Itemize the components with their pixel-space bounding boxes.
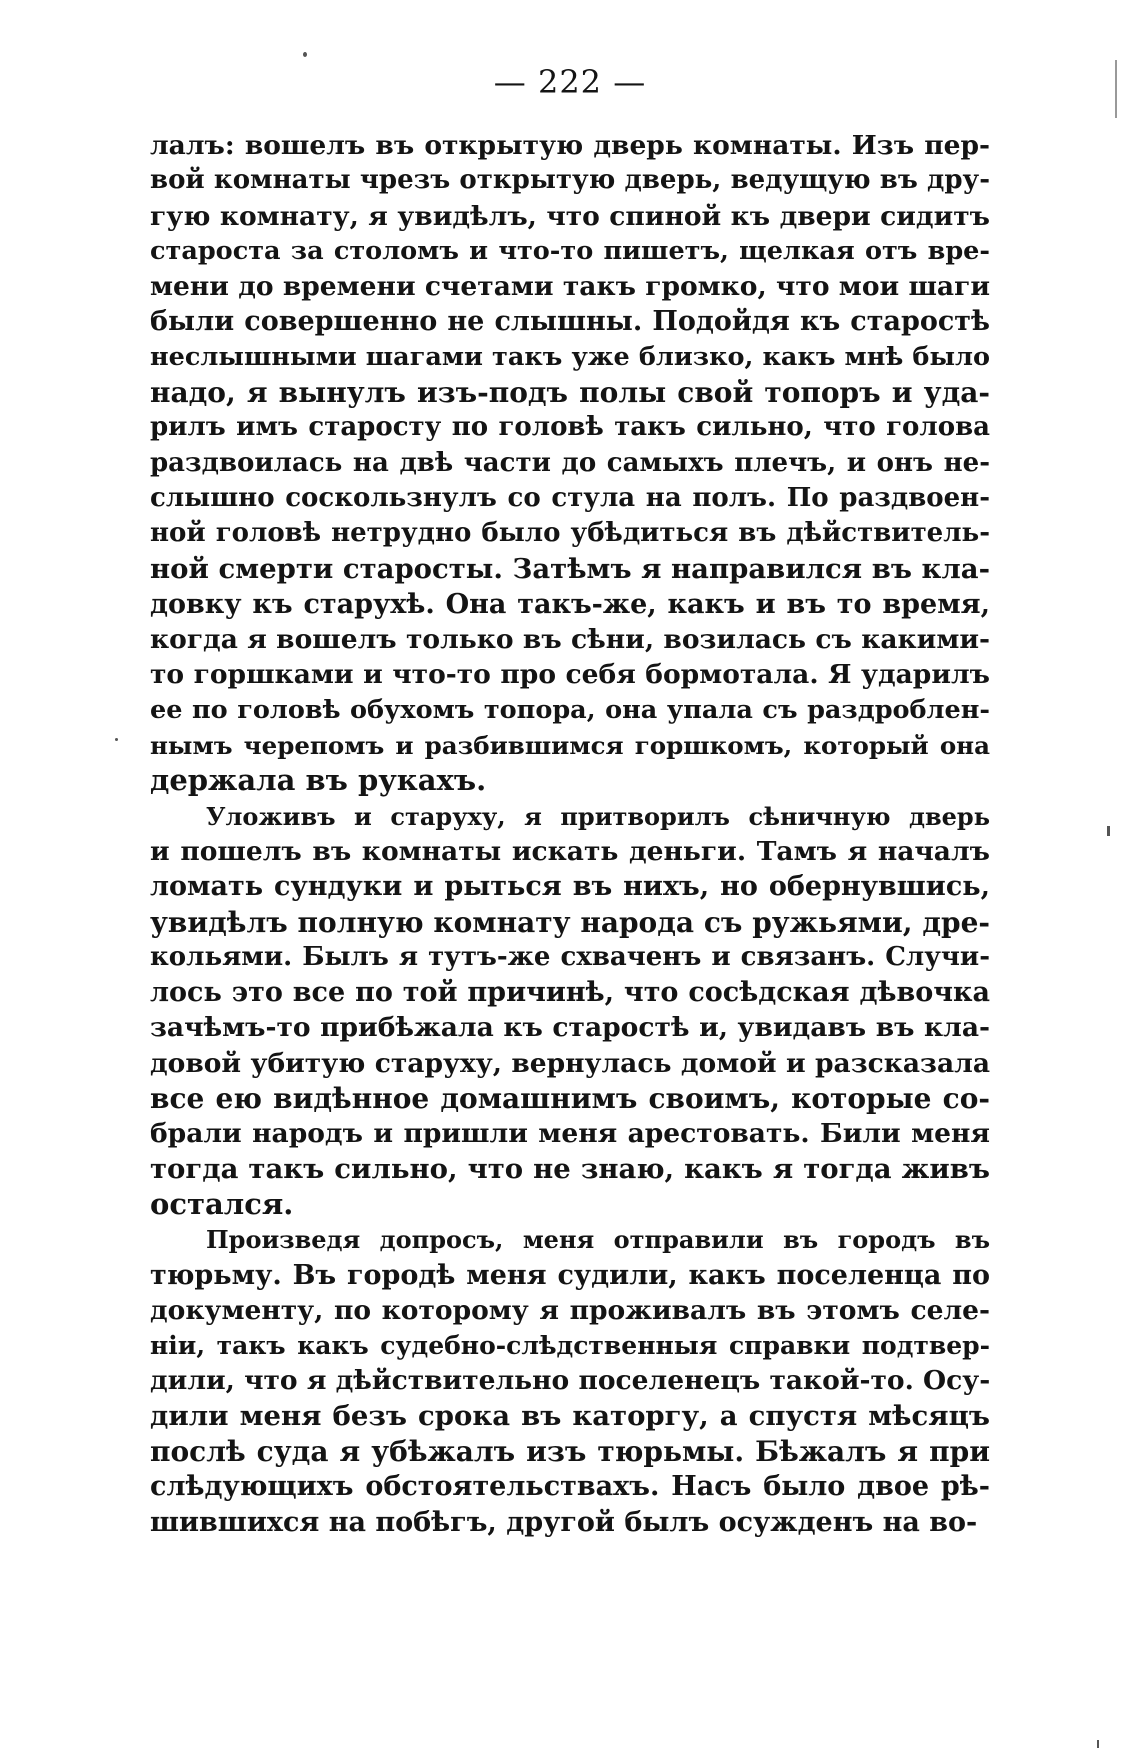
text-line: дили меня безъ срока въ каторгу, а спустя мѣсяцъ	[150, 1399, 990, 1432]
text-line: слѣдующихъ обстоятельствахъ. Насъ было двое рѣ-	[150, 1471, 990, 1503]
text-line: Уложивъ и старуху, я притворилъ сѣничную дверь	[206, 801, 990, 831]
text-line: раздвоилась на двѣ части до самыхъ плечъ, и онъ не-	[150, 447, 990, 478]
text-line: ее по головѣ обухомъ топора, она упала съ раздроблен-	[150, 694, 990, 725]
text-line: лось это все по той причинѣ, что сосѣдская дѣвочка	[150, 977, 990, 1009]
text-line: Произведя допросъ, меня отправили въ городъ въ	[206, 1225, 990, 1255]
text-line: довку къ старухѣ. Она такъ-же, какъ и въ то время,	[150, 588, 990, 620]
text-line: нымъ черепомъ и разбившимся горшкомъ, который она	[150, 731, 990, 761]
text-line: вой комнаты чрезъ открытую дверь, ведущую въ дру-	[150, 165, 990, 196]
text-line: послѣ суда я убѣжалъ изъ тюрьмы. Бѣжалъ я при	[150, 1434, 990, 1468]
page-number: — 222 —	[493, 63, 647, 101]
text-line: когда я вошелъ только въ сѣни, возилась съ какими-	[150, 624, 990, 656]
scan-speck	[1097, 1740, 1099, 1748]
text-line: тогда такъ сильно, что не знаю, какъ я тогда живъ	[150, 1152, 990, 1185]
text-line: тюрьму. Въ городѣ меня судили, какъ поселенца по	[150, 1259, 990, 1291]
text-line: остался.	[150, 1186, 294, 1221]
paragraph-2	[150, 799, 990, 1223]
text-line: то горшками и что-то про себя бормотала. Я ударилъ	[150, 659, 990, 691]
text-line: гую комнату, я увидѣлъ, что спиной къ двери сидитъ	[150, 200, 990, 232]
text-line: староста за столомъ и что-то пишетъ, щелкая отъ вре-	[150, 235, 990, 266]
text-line: были совершенно не слышны. Подойдя къ старостѣ	[150, 306, 990, 338]
page-body-text	[150, 128, 990, 1540]
text-line: мени до времени счетами такъ громко, что мои шаги	[150, 271, 990, 303]
text-line: и пошелъ въ комнаты искать деньги. Тамъ я началъ	[150, 835, 990, 867]
text-line: держала въ рукахъ.	[150, 763, 487, 798]
text-line: ной смерти старосты. Затѣмъ я направился въ кла-	[150, 552, 990, 585]
text-line: надо, я вынулъ изъ-подъ полы свой топоръ и уда-	[150, 376, 990, 410]
text-line: все ею видѣнное домашнимъ своимъ, которые со-	[150, 1082, 990, 1116]
scan-speck	[115, 738, 118, 741]
text-line: увидѣлъ полную комнату народа съ ружьями, дре-	[150, 905, 990, 939]
text-line: слышно соскользнулъ со стула на полъ. По раздвоен-	[150, 482, 990, 513]
paragraph-3	[150, 1222, 990, 1540]
text-line: зачѣмъ-то прибѣжала къ старостѣ и, увидавъ въ кла-	[150, 1012, 990, 1044]
text-line: ной головѣ нетрудно было убѣдиться въ дѣйствитель-	[150, 518, 990, 549]
text-line: брали народъ и пришли меня арестовать. Били меня	[150, 1118, 990, 1150]
text-line: лалъ: вошелъ въ открытую дверь комнаты. Изъ пер-	[150, 130, 990, 161]
text-line: ніи, такъ какъ судебно-слѣдственныя справки подтвер-	[150, 1331, 990, 1361]
text-line: кольями. Былъ я тутъ-же схваченъ и связанъ. Случи-	[150, 941, 990, 972]
text-line: ломать сундуки и рыться въ нихъ, но обернувшись,	[150, 871, 990, 903]
scan-speck	[1107, 826, 1110, 836]
text-line: дили, что я дѣйствительно поселенецъ такой-то. Осу-	[150, 1365, 991, 1397]
text-line: неслышными шагами такъ уже близко, какъ мнѣ было	[150, 341, 990, 372]
text-line: документу, по которому я проживалъ въ этомъ селе-	[150, 1294, 990, 1326]
margin-rule	[1115, 60, 1117, 118]
text-line: рилъ имъ старосту по головѣ такъ сильно, что голова	[150, 412, 990, 443]
scan-speck	[303, 52, 307, 57]
paragraph-1	[150, 128, 990, 799]
text-line: шившихся на побѣгъ, другой былъ осужденъ на во-	[150, 1506, 978, 1538]
text-line: довой убитую старуху, вернулась домой и разсказала	[150, 1047, 990, 1079]
